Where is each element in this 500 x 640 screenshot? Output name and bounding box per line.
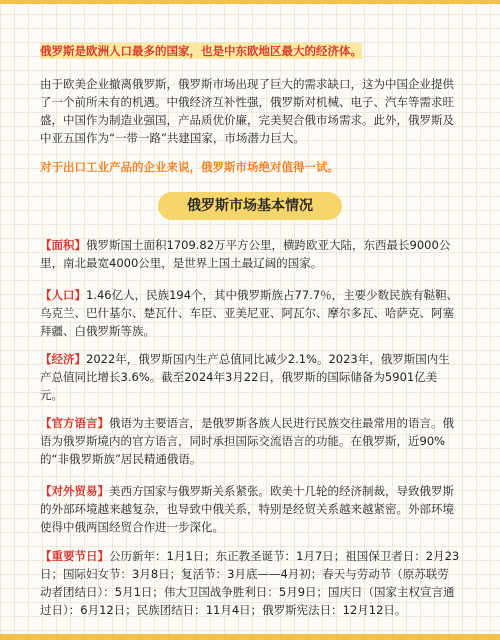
section-area [40, 236, 460, 272]
section-text-language: 俄语为主要语言，是俄罗斯各族人民进行民族交往最常用的语言。俄语为俄罗斯境内的官方语言，同时承担国际交流语言的功能。在俄罗斯，近90%的“非俄罗斯族”居民精通俄语。 [40, 416, 454, 466]
section-text-economy: 2022年，俄罗斯国内生产总值同比减少2.1%。2023年，俄罗斯国内生产总值同比增长3.6%。截至2024年3月22日，俄罗斯的国际储备为5901亿美元。 [40, 352, 450, 402]
section-tag-holidays: 【重要节日】 [40, 549, 109, 563]
section-trade [40, 482, 460, 536]
section-tag-language: 【官方语言】 [40, 416, 109, 430]
section-text-trade: 美西方国家与俄罗斯关系紧张。欧美十几轮的经济制裁，导致俄罗斯的外部环境越来越复杂，也导致中俄关系，特别是经贸关系越来越紧密。外部环境使得中俄两国经贸合作进一步深化。 [40, 484, 454, 534]
section-tag-area: 【面积】 [40, 238, 86, 252]
intro-paragraph: 由于欧美企业撤离俄罗斯，俄罗斯市场出现了巨大的需求缺口，这为中国企业提供了一个前所未有的机遇。中俄经济互补性强，俄罗斯对机械、电子、汽车等需求旺盛，中国作为制造业强国，产品质优价廉，完美契合俄市场需求。此外，俄罗斯及中亚五国作为“一带一路”共建国家，市场潜力巨大。 [40, 77, 454, 145]
top-border [0, 0, 500, 4]
section-text-population: 1.46亿人，民族194个，其中俄罗斯族占77.7％，主要少数民族有鞑靼、乌克兰、巴什基尔、楚瓦什、车臣、亚美尼亚、阿瓦尔、摩尔多瓦、哈萨克、阿塞拜疆、白俄罗斯等族。 [40, 288, 459, 338]
section-economy [40, 350, 460, 404]
section-holidays [40, 547, 460, 619]
section-banner: 俄罗斯市场基本情况 [158, 192, 342, 220]
section-language [40, 414, 460, 468]
section-population [40, 286, 460, 340]
section-text-area: 俄罗斯国土面积1709.82万平方公里，横跨欧亚大陆，东西最长9000公里，南北最宽4000公里，是世界上国土最辽阔的国家。 [40, 238, 451, 270]
section-tag-trade: 【对外贸易】 [40, 484, 109, 498]
recommendation-line: 对于出口工业产品的企业来说，俄罗斯市场绝对值得一试。 [40, 160, 339, 174]
section-tag-economy: 【经济】 [40, 352, 86, 366]
section-tag-population: 【人口】 [40, 288, 86, 302]
bottom-border [0, 634, 500, 640]
headline-text: 俄罗斯是欧洲人口最多的国家，也是中东欧地区最大的经济体。 [40, 44, 362, 58]
section-text-holidays: 公历新年：1月1日；东正教圣诞节：1月7日；祖国保卫者日：2月23日；国际妇女节：3月8日；复活节：3月底——4月初；春天与劳动节（原苏联劳动者团结日）：5月1日；伟大卫国战争胜利日：5月9日；国庆日（国家主权宣言通过日）：6月12日；民族团结日：11月4日；俄罗斯宪法日：12月12日。 [40, 549, 460, 617]
headline [40, 42, 460, 60]
